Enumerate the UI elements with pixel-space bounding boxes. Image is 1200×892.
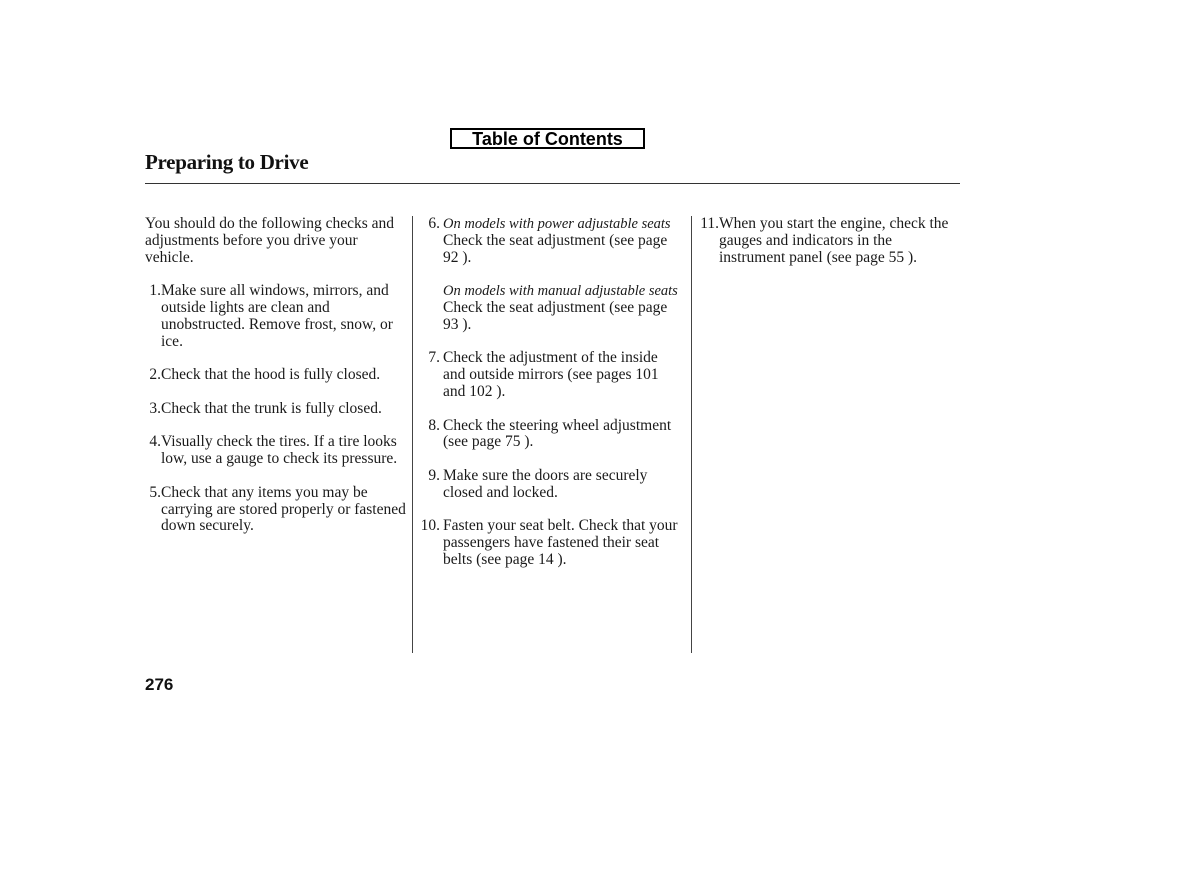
column-3 [699, 216, 961, 283]
item-text: Check that the trunk is fully closed. [161, 399, 382, 417]
item-text: Make sure the doors are securely closed and locked. [443, 466, 648, 501]
model-qualifier-power: On models with power adjustable seats [443, 216, 671, 232]
item-text: Check the seat adjustment (see page 93 ). [443, 298, 668, 333]
item-number: 2. [149, 366, 161, 384]
item-number: 8. [428, 416, 440, 434]
item-number: 7. [428, 349, 440, 367]
item-text: Check the adjustment of the inside and outside mirrors (see pages 101 and 102 ). [443, 349, 659, 400]
list-item-4 [145, 434, 407, 468]
item-text: Fasten your seat belt. Check that your passengers have fastened their seat belts (see page 14 ). [443, 517, 678, 568]
item-text: Check the steering wheel adjustment (see page 75 ). [443, 416, 672, 451]
item-text: When you start the engine, check the gauges and indicators in the instrument panel (see page 55 ). [719, 215, 949, 266]
column-2 [416, 216, 684, 586]
item-number: 11. [700, 215, 719, 232]
list-item-10 [416, 518, 684, 568]
item-number: 3. [149, 399, 161, 417]
item-number: 1. [149, 282, 161, 300]
section-title: Preparing to Drive [145, 150, 309, 174]
item-text: Make sure all windows, mirrors, and outside lights are clean and unobstructed. Remove frost, snow, or ice. [161, 282, 393, 350]
item-text: Check that the hood is fully closed. [161, 366, 381, 384]
table-of-contents-button[interactable]: Table of Contents [450, 128, 645, 149]
item-number: 6. [428, 215, 440, 232]
item-text: Check that any items you may be carrying are stored properly or fastened down securely. [161, 483, 406, 535]
list-item-6 [416, 216, 684, 334]
page-number: 276 [145, 675, 174, 694]
column-divider-2 [691, 216, 692, 653]
list-item-7 [416, 350, 684, 400]
column-1 [145, 216, 407, 552]
list-item-1 [145, 283, 407, 350]
item-number: 9. [428, 466, 440, 484]
item-number: 10. [420, 517, 440, 535]
item-number: 4. [149, 433, 161, 451]
list-item-8 [416, 418, 684, 452]
list-item-9 [416, 468, 684, 502]
model-qualifier-manual: On models with manual adjustable seats [443, 283, 678, 300]
list-item-2 [145, 367, 407, 384]
item-number: 5. [149, 483, 161, 501]
list-item-5 [145, 485, 407, 535]
list-item-11 [699, 216, 961, 266]
column-divider-1 [412, 216, 413, 653]
title-divider [145, 183, 960, 184]
intro-paragraph: You should do the following checks and adjustments before you drive your vehicle. [145, 215, 394, 266]
item-text: Check the seat adjustment (see page 92 ). [443, 231, 668, 266]
list-item-3 [145, 401, 407, 418]
item-text: Visually check the tires. If a tire looks low, use a gauge to check its pressure. [161, 433, 398, 468]
